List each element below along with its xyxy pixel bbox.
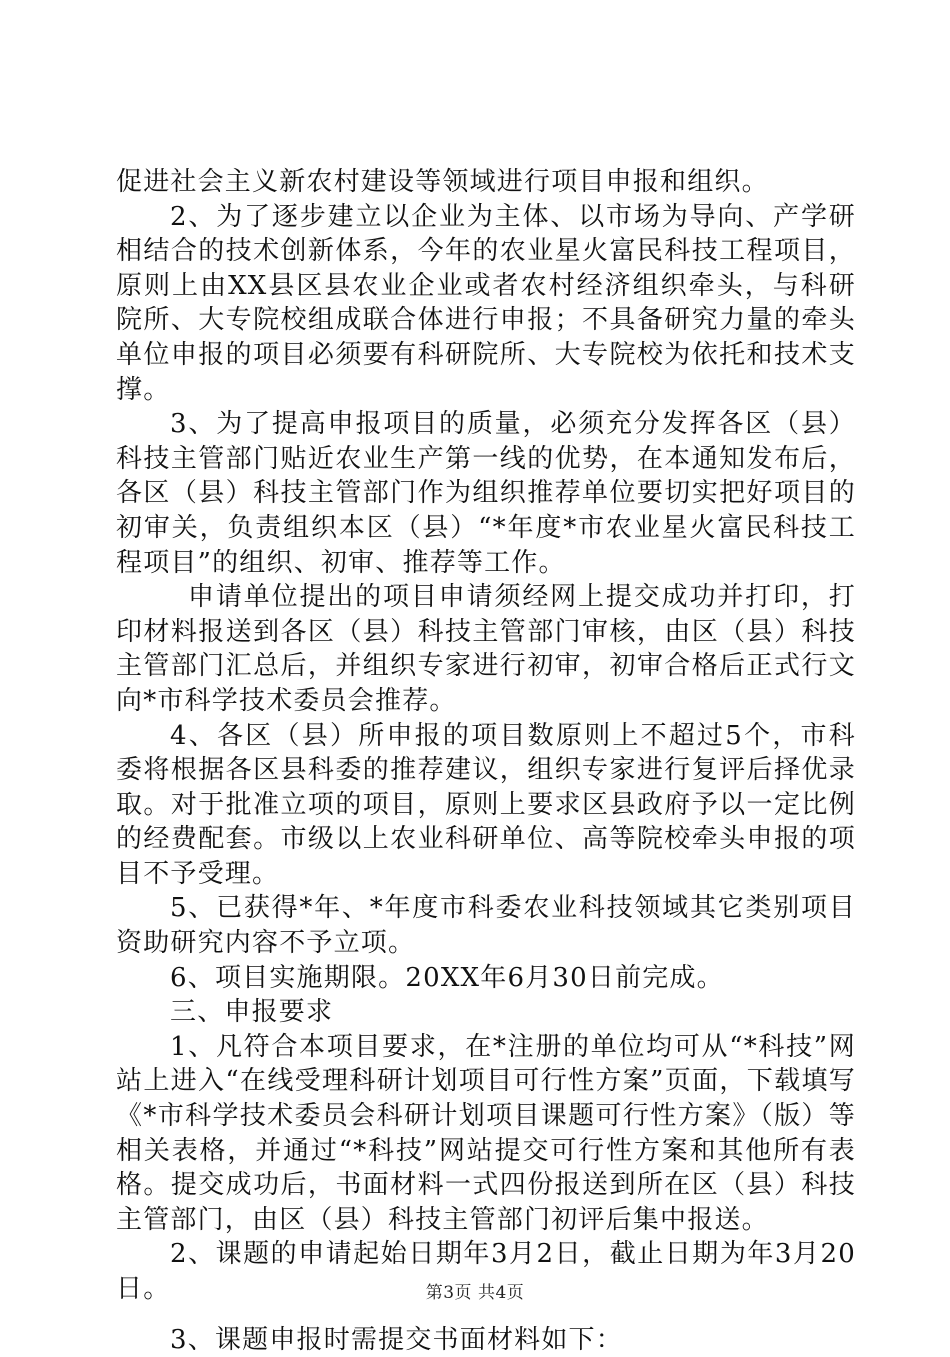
paragraph-requirement-2: 2、课题的申请起始日期年3月2日，截止日期为年3月20日。: [116, 1239, 856, 1304]
paragraph-intro-continuation: 促进社会主义新农村建设等领域进行项目申报和组织。: [116, 167, 769, 197]
section-heading-requirements: 三、申报要求: [170, 997, 334, 1028]
paragraph-requirement-1: 1、凡符合本项目要求，在*注册的单位均可从“*科技”网站上进入“在线受理科研计划项目可行性方案”页面，下载填写《*市科学技术委员会科研计划项目课题可行性方案》（版）等相关表格，并通过“*科技”网站提交可行性方案和其他所有表格。提交成功后，书面材料一式四份报送到所在区（县）科技主管部门，由区（县）科技主管部门初评后集中报送。: [116, 1031, 856, 1235]
paragraph-item-5: 5、已获得*年、*年度市科委农业科技领域其它类别项目资助研究内容不予立项。: [116, 893, 856, 959]
page-number-footer: 第3页 共4页: [425, 1283, 525, 1303]
paragraph-requirement-3: 3、课题申报时需提交书面材料如下：: [170, 1324, 623, 1355]
paragraph-item-2: 2、为了逐步建立以企业为主体、以市场为导向、产学研相结合的技术创新体系，今年的农业星火富民科技工程项目，原则上由XX县区县农业企业或者农村经济组织牵头，与科研院所、大专院校组成联合体进行申报；不具备研究力量的牵头单位申报的项目必须要有科研院所、大专院校为依托和技术支撑。: [116, 201, 856, 405]
paragraph-item-4: 4、各区（县）所申报的项目数原则上不超过5个，市科委将根据各区县科委的推荐建议，组织专家进行复评后择优录取。对于批准立项的项目，原则上要求区县政府予以一定比例的经费配套。市级以上农业科研单位、高等院校牵头申报的项目不予受理。: [116, 720, 856, 889]
document-body: [116, 165, 856, 1357]
paragraph-item-3: 3、为了提高申报项目的质量，必须充分发挥各区（县）科技主管部门贴近农业生产第一线的优势，在本通知发布后，各区（县）科技主管部门作为组织推荐单位要切实把好项目的初审关，负责组织本区（县）“*年度*市农业星火富民科技工程项目”的组织、初审、推荐等工作。: [116, 409, 856, 578]
paragraph-application-procedure: 申请单位提出的项目申请须经网上提交成功并打印，打印材料报送到各区（县）科技主管部门审核，由区（县）科技主管部门汇总后，并组织专家进行初审，初审合格后正式行文向*市科学技术委员会推荐。: [116, 582, 856, 716]
paragraph-item-6: 6、项目实施期限。20XX年6月30日前完成。: [170, 962, 724, 993]
